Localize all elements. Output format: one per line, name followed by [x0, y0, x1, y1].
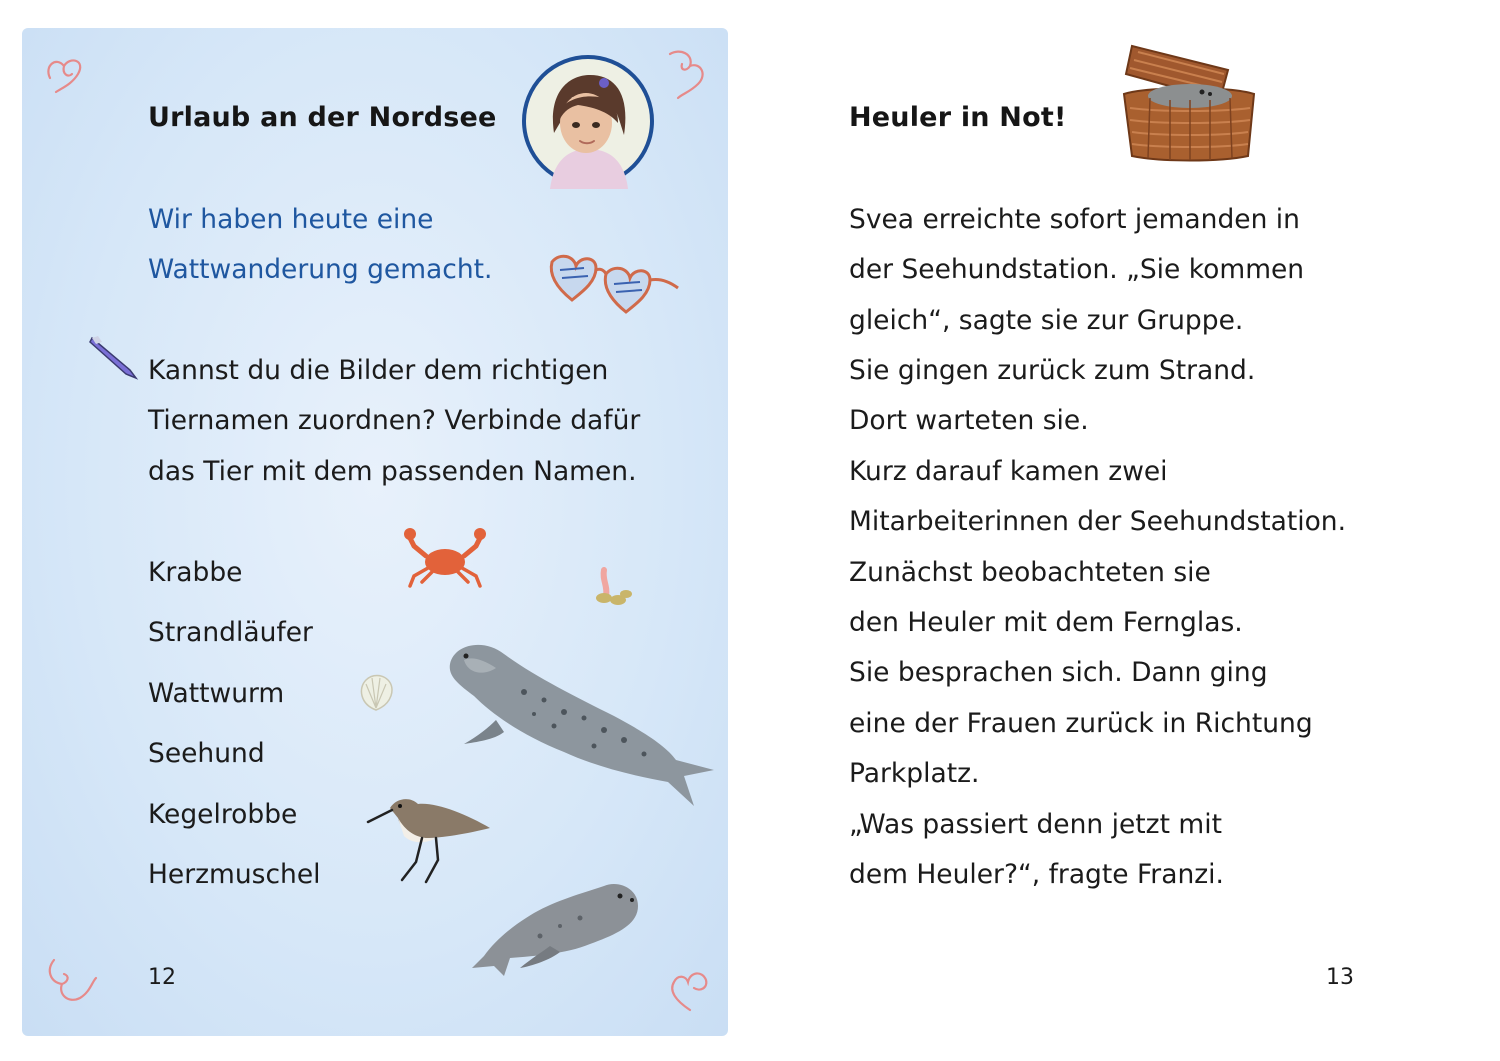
animal-word: Herzmuschel [148, 859, 321, 890]
story-line: dem Heuler?“, fragte Franzi. [849, 859, 1224, 890]
heart-doodle-icon [660, 44, 716, 100]
animal-word: Wattwurm [148, 678, 285, 709]
heart-doodle-icon [42, 48, 98, 100]
story-line: Parkplatz. [849, 758, 980, 789]
task-line: Kannst du die Bilder dem richtigen [148, 355, 609, 386]
grey-seal-icon [470, 872, 646, 978]
heart-doodle-icon [660, 958, 716, 1016]
story-line: Sie besprachen sich. Dann ging [849, 657, 1268, 688]
avatar [520, 53, 656, 189]
heart-doodle-icon [40, 952, 100, 1008]
story-line: Dort warteten sie. [849, 405, 1089, 436]
page-title: Urlaub an der Nordsee [148, 102, 497, 133]
pen-icon [88, 332, 142, 382]
story-line: Zunächst beobachteten sie [849, 557, 1211, 588]
animal-word: Kegelrobbe [148, 799, 298, 830]
task-line: das Tier mit dem passenden Namen. [148, 456, 637, 487]
story-line: gleich“, sagte sie zur Gruppe. [849, 305, 1244, 336]
diary-line: Wir haben heute eine [148, 204, 434, 235]
cockle-shell-icon [356, 674, 396, 712]
page-number: 12 [148, 965, 176, 990]
crab-icon [404, 524, 486, 590]
story-line: „Was passiert denn jetzt mit [849, 809, 1222, 840]
story-line: Svea erreichte sofort jemanden in [849, 204, 1300, 235]
story-line: eine der Frauen zurück in Richtung [849, 708, 1313, 739]
story-line: Kurz darauf kamen zwei [849, 456, 1168, 487]
story-line: Sie gingen zurück zum Strand. [849, 355, 1256, 386]
animal-word: Strandläufer [148, 617, 313, 648]
page-number: 13 [1326, 965, 1354, 990]
story-line: Mitarbeiterinnen der Seehundstation. [849, 506, 1347, 537]
story-line: den Heuler mit dem Fernglas. [849, 607, 1243, 638]
heart-glasses-icon [544, 248, 684, 314]
task-line: Tiernamen zuordnen? Verbinde dafür [148, 405, 641, 436]
page-title: Heuler in Not! [849, 102, 1067, 133]
basket-icon [1120, 38, 1260, 164]
animal-word: Seehund [148, 738, 265, 769]
lugworm-icon [592, 566, 636, 606]
animal-word: Krabbe [148, 557, 243, 588]
story-line: der Seehundstation. „Sie kommen [849, 254, 1305, 285]
diary-line: Wattwanderung gemacht. [148, 254, 493, 285]
